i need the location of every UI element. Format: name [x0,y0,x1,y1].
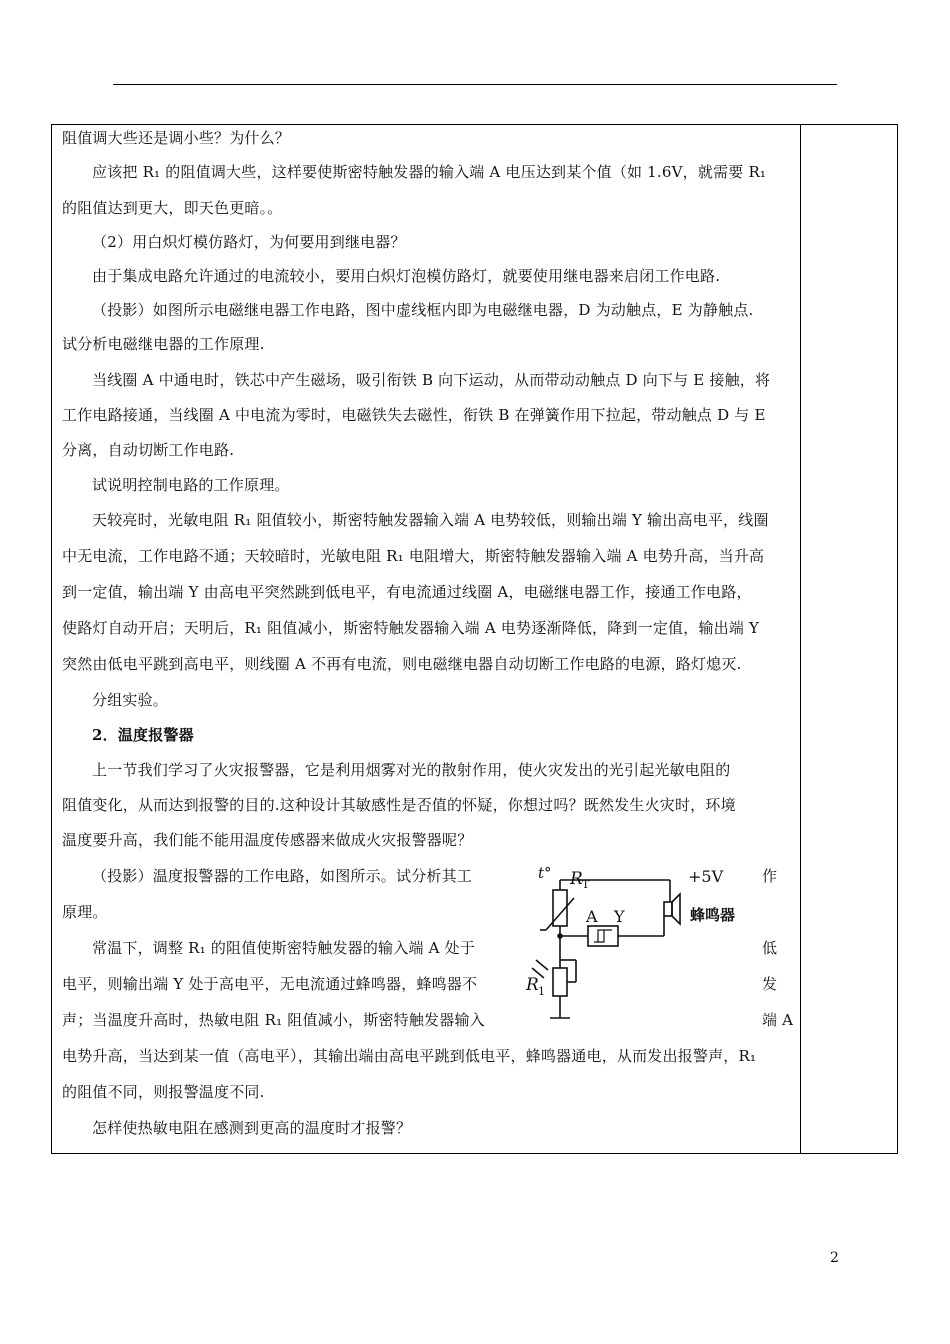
header-rule [113,84,837,85]
r1-label: R [526,975,539,995]
text-line-right: 作 [762,867,778,885]
text-line: 阻值变化，从而达到报警的目的.这种设计其敏感性是否值的怀疑，你想过吗？既然发生火灾时，环境 [62,796,736,814]
text-line: 上一节我们学习了火灾报警器，它是利用烟雾对光的散射作用，使火灾发出的光引起光敏电阻的 [92,761,731,779]
text-line: （2）用白炽灯模仿路灯，为何要用到继电器？ [92,233,406,251]
text-line: 天较亮时，光敏电阻 R₁ 阻值较小，斯密特触发器输入端 A 电势较低，则输出端 Y 输出高电平，线圈 [92,511,769,529]
thermistor-label: R [570,869,583,889]
text-line: 分组实验。 [92,691,169,709]
text-line: 到一定值，输出端 Y 由高电平突然跳到低电平，有电流通过线圈 A，电磁继电器工作，接通工作电路， [62,583,752,601]
text-line-right: 低 [762,939,778,957]
text-line: 的阻值达到更大，即天色更暗。。 [62,199,283,217]
temperature-alarm-circuit-diagram [520,860,760,1030]
text-line: 突然由低电平跳到高电平，则线圈 A 不再有电流，则电磁继电器自动切断工作电路的电源，路灯熄灭. [62,655,742,673]
text-line: 当线圈 A 中通电时，铁芯中产生磁场，吸引衔铁 B 向下运动，从而带动动触点 D 向下与 E 接触，将 [92,371,771,389]
text-line: 工作电路接通，当线圈 A 中电流为零时，电磁铁失去磁性，衔铁 B 在弹簧作用下拉起，带动触点 D 与 E [62,406,766,424]
input-a-label: A [586,907,598,926]
buzzer-label: 蜂鸣器 [690,906,736,924]
text-line: 怎样使热敏电阻在感测到更高的温度时才报警？ [92,1119,412,1137]
text-line: 使路灯自动开启；天明后，R₁ 阻值减小，斯密特触发器输入端 A 电势逐渐降低，降到一定值，输出端 Y [62,619,760,637]
r1-subscript: 1 [538,985,545,998]
text-line: 中无电流，工作电路不通；天较暗时，光敏电阻 R₁ 电阻增大，斯密特触发器输入端 A 电势升高，当升高 [62,547,765,565]
supply-voltage-label: +5V [688,867,724,886]
output-y-label: Y [614,907,625,926]
page-number: 2 [830,1250,839,1266]
text-line: 常温下，调整 R₁ 的阻值使斯密特触发器的输入端 A 处于 [92,939,476,957]
text-line: 由于集成电路允许通过的电流较小，要用白炽灯泡模仿路灯，就要使用继电器来启闭工作电路. [92,267,721,285]
text-line: 的阻值不同，则报警温度不同. [62,1083,265,1101]
text-line: 应该把 R₁ 的阻值调大些，这样要使斯密特触发器的输入端 A 电压达到某个值（如 1.6V，就需要 R₁ [92,163,767,181]
text-line: 阻值调大些还是调小些？为什么？ [62,129,291,147]
text-line: 原理。 [62,903,108,921]
text-line: 分离，自动切断工作电路. [62,441,235,459]
thermistor-subscript: T [582,878,590,891]
text-line: （投影）如图所示电磁继电器工作电路，图中虚线框内即为电磁继电器，D 为动触点，E 为静触点. [92,301,754,319]
text-line: 电平，则输出端 Y 处于高电平，无电流通过蜂鸣器，蜂鸣器不 [62,975,478,993]
table-column-divider [800,124,801,1154]
text-line: （投影）温度报警器的工作电路，如图所示。试分析其工 [92,867,473,885]
text-line: 声；当温度升高时，热敏电阻 R₁ 阻值减小，斯密特触发器输入 [62,1011,485,1029]
section-heading: 2．温度报警器 [92,726,194,744]
temperature-label: t° [538,864,552,882]
text-line: 试分析电磁继电器的工作原理. [62,335,265,353]
text-line: 试说明控制电路的工作原理。 [92,476,290,494]
text-line: 温度要升高，我们能不能用温度传感器来做成火灾报警器呢？ [62,831,473,849]
text-line-right: 发 [762,975,778,993]
text-line: 电势升高，当达到某一值（高电平），其输出端由高电平跳到低电平，蜂鸣器通电，从而发出报警声，R₁ [62,1047,757,1065]
text-line-right: 端 A [762,1011,794,1029]
